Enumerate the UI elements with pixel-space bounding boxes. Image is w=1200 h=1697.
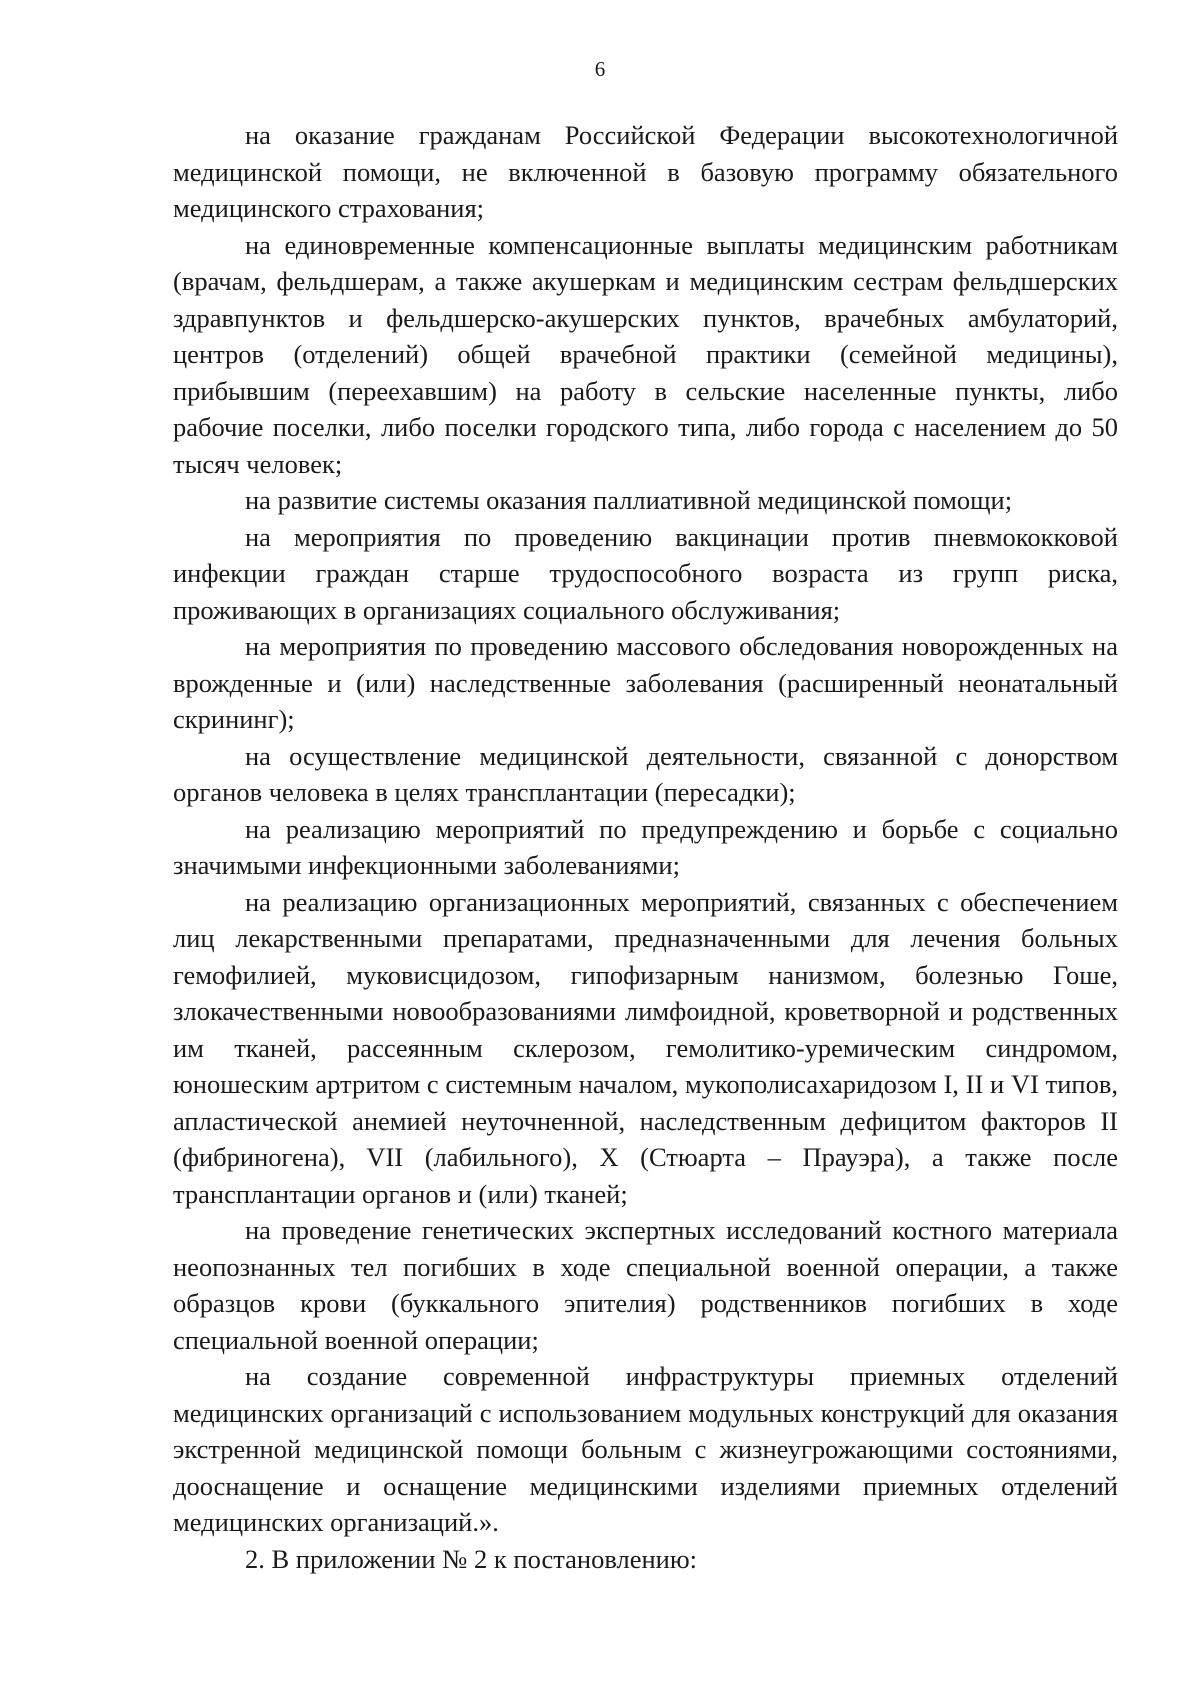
paragraph-medication-provision: на реализацию организационных мероприятий, связанных с обеспечением лиц лекарственными препаратами, предназначенными для лечения больных гемофилией, муковисцидозом, гипофизарным нанизмом, болезнью Гоше, злокачественными новообразованиями лимфоидной, кроветворной и родственных им тканей, рассеянным склерозом, гемолитико-уремическим синдромом, юношеским артритом с системным началом, мукополисахаридозом I, II и VI типов, апластической анемией неуточненной, наследственным дефицитом факторов II (фибриногена), VII (лабильного), X (Стюарта – Прауэра), а также после трансплантации органов и (или) тканей; [173,886,1118,1209]
page-number: 6 [594,57,606,81]
paragraph-palliative-care: на развитие системы оказания паллиативной медицинской помощи; [245,485,1013,515]
paragraph-appendix-2: 2. В приложении № 2 к постановлению: [245,1543,698,1574]
document-body [173,117,1118,1577]
paragraph-infectious-diseases: на реализацию мероприятий по предупреждению и борьбе с социально значимыми инфекционными заболеваниями; [173,813,1118,880]
paragraph-pneumococcal-vaccination: на мероприятия по проведению вакцинации против пневмококковой инфекции граждан старше трудоспособного возраста из групп риска, проживающих в организациях социального обслуживания; [173,521,1118,625]
paragraph-emergency-departments: на создание современной инфраструктуры приемных отделений медицинских организаций с использованием модульных конструкций для оказания экстренной медицинской помощи больным с жизнеугрожающими состояниями, дооснащение и оснащение медицинскими изделиями приемных отделений медицинских организаций.». [173,1361,1118,1537]
paragraph-neonatal-screening: на мероприятия по проведению массового обследования новорожденных на врожденные и (или) наследственные заболевания (расширенный неонатальный скрининг); [173,631,1118,734]
paragraph-high-tech-care: на оказание гражданам Российской Федерации высокотехнологичной медицинской помощи, не включенной в базовую программу обязательного медицинского страхования; [173,120,1118,223]
paragraph-organ-donation: на осуществление медицинской деятельности, связанной с донорством органов человека в целях трансплантации (пересадки); [173,740,1118,807]
paragraph-compensation-payments: на единовременные компенсационные выплаты медицинским работникам (врачам, фельдшерам, а также акушеркам и медицинским сестрам фельдшерских здравпунктов и фельдшерско-акушерских пунктов, врачебных амбулаторий, центров (отделений) общей врачебной практики (семейной медицины), прибывшим (переехавшим) на работу в сельские населенные пункты, либо рабочие поселки, либо поселки городского типа, либо города с населением до 50 тысяч человек; [173,229,1118,479]
paragraph-genetic-examinations: на проведение генетических экспертных исследований костного материала неопознанных тел погибших в ходе специальной военной операции, а также образцов крови (буккального эпителия) родственников погибших в ходе специальной военной операции; [173,1215,1118,1355]
